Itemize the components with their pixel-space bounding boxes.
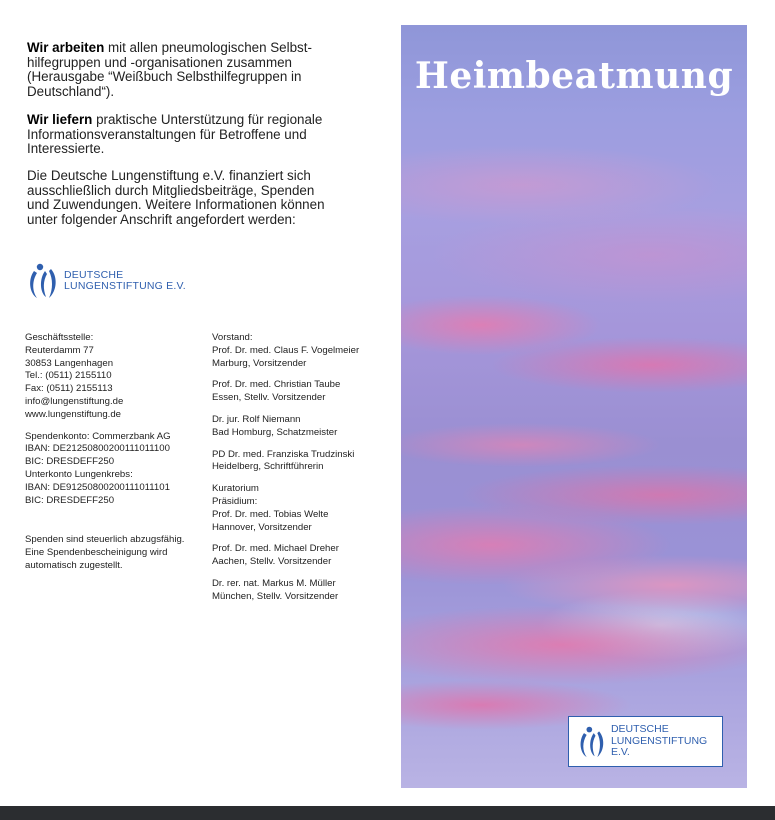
bank-account: Spendenkonto: Commerzbank AG — [25, 430, 171, 442]
bic: BIC: DRESDEFF250 — [25, 494, 115, 506]
intro-text: unter folgender Anschrift angefordert werden: — [27, 211, 296, 227]
praesidium-member-name: Dr. rer. nat. Markus M. Müller — [212, 577, 336, 589]
board-member-role: Marburg, Vorsitzender — [212, 357, 307, 369]
taskbar — [0, 806, 775, 820]
intro-paragraph-1 — [27, 41, 372, 99]
street: Reuterdamm 77 — [25, 344, 94, 356]
city: 30853 Langenhagen — [25, 357, 114, 369]
intro-text: mit allen pneumologischen Selbst- — [104, 40, 312, 55]
logo-line-2: LUNGENSTIFTUNG E.V. — [610, 734, 708, 759]
board-member-name: Dr. jur. Rolf Niemann — [212, 413, 301, 425]
praesidium-member-role: Hannover, Vorsitzender — [212, 521, 312, 533]
praesidium-member-role: München, Stellv. Vorsitzender — [212, 590, 339, 602]
intro-bold-2: Wir liefern — [27, 112, 93, 127]
website: www.lungenstiftung.de — [25, 408, 121, 420]
board-heading: Vorstand: — [212, 332, 253, 343]
praesidium-member-role: Aachen, Stellv. Vorsitzender — [212, 556, 332, 568]
contact-block — [25, 332, 184, 573]
lungenstiftung-logo-icon — [576, 723, 608, 761]
back-page — [0, 0, 395, 800]
iban: IBAN: DE21250800200111011100 — [25, 443, 170, 455]
praesidium-member-name: Prof. Dr. med. Michael Dreher — [212, 543, 339, 555]
lungenstiftung-logo-icon — [25, 261, 61, 301]
praesidium-heading: Präsidium: — [212, 495, 258, 507]
logo-line-2: LUNGENSTIFTUNG E.V. — [64, 280, 186, 292]
cover-title: Heimbeatmung — [414, 55, 734, 97]
intro-text: Deutschland“). — [27, 83, 115, 99]
intro-text: hilfegruppen und -organisationen zusammen — [27, 54, 293, 70]
organization-logo — [25, 261, 186, 301]
donation-note: Spenden sind steuerlich abzugsfähig. — [25, 534, 185, 546]
logo-text — [64, 270, 186, 293]
cover-page — [401, 25, 747, 788]
sub-account: Unterkonto Lungenkrebs: — [25, 468, 133, 480]
intro-text: praktische Unterstützung für regionale — [92, 112, 323, 127]
logo-line-1: DEUTSCHE — [64, 268, 124, 281]
intro-bold-1: Wir arbeiten — [27, 40, 105, 55]
intro-text: (Herausgabe “Weißbuch Selbsthilfegruppen in — [27, 69, 302, 85]
iban: IBAN: DE91250800200111011101 — [25, 481, 170, 493]
intro-text: Informationsveranstaltungen für Betroffene und — [27, 126, 307, 142]
office-heading: Geschäftsstelle: — [25, 332, 94, 343]
phone: Tel.: (0511) 2155110 — [25, 370, 112, 382]
bic: BIC: DRESDEFF250 — [25, 456, 115, 468]
cover-logo — [568, 716, 723, 767]
board-block — [212, 332, 359, 604]
praesidium-member-name: Prof. Dr. med. Tobias Welte — [212, 508, 329, 520]
board-member-role: Heidelberg, Schriftführerin — [212, 461, 324, 473]
board-member-name: Prof. Dr. med. Claus F. Vogelmeier — [212, 344, 360, 356]
board-member-name: Prof. Dr. med. Christian Taube — [212, 379, 341, 391]
donation-note: Eine Spendenbescheinigung wird — [25, 547, 168, 559]
logo-text — [611, 724, 722, 759]
intro-paragraph-2 — [27, 113, 372, 157]
donation-note: automatisch zugestellt. — [25, 559, 123, 571]
email: info@lungenstiftung.de — [25, 395, 124, 407]
intro-text: Interessierte. — [27, 141, 105, 157]
intro-text: ausschließlich durch Mitgliedsbeiträge, Spenden — [27, 182, 315, 198]
kuratorium-heading: Kuratorium — [212, 483, 259, 495]
intro-paragraph-3 — [27, 169, 372, 227]
intro-text: Die Deutsche Lungenstiftung e.V. finanziert sich — [27, 168, 311, 183]
fax: Fax: (0511) 2155113 — [25, 383, 113, 395]
intro-text: und Zuwendungen. Weitere Informationen können — [27, 197, 325, 213]
board-member-role: Essen, Stellv. Vorsitzender — [212, 392, 326, 404]
board-member-name: PD Dr. med. Franziska Trudzinski — [212, 448, 355, 460]
logo-line-1: DEUTSCHE — [610, 723, 669, 736]
board-member-role: Bad Homburg, Schatzmeister — [212, 426, 338, 438]
